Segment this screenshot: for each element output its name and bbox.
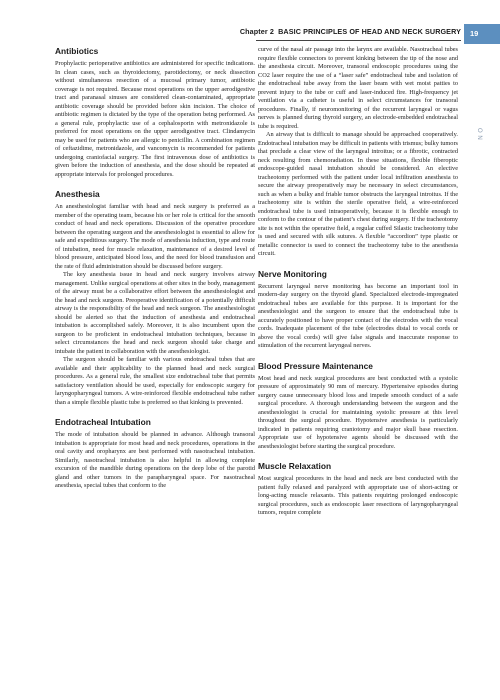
page-number-tab xyxy=(464,24,500,44)
section-antibiotics xyxy=(55,46,255,179)
section-endotracheal-intubation xyxy=(55,417,255,491)
left-column xyxy=(55,46,255,501)
paragraph: An airway that is difficult to manage should be approached cooperatively. Endotracheal intubation may be difficult in patients with trismus; bulky tumors that preclude a clear view of the laryngeal introitus; or a fibrotic, contracted neck resulting from chemoradiation. In these situations, flexible fiberoptic endoscope-guided nasal intubation should be considered. An elective tracheotomy performed with the patient under local infiltration anesthesia to secure the airway preoperatively may be necessary in select circumstances, such as when a bulky and friable tumor obstructs the laryngeal introitus. If the tracheotomy site is within the sterile operative field, a wire-reinforced endotracheal tube is used intraoperatively, because it is flexible enough to conform to the contour of the patient’s chest during surgery. If the tracheotomy site is not within the operative field, a regular cuffed Silastic tracheotomy tube is used and secured with silk sutures. A flexible “accordion” type plastic or metallic connector is used to connect the tracheotomy tube to the anesthesia circuit. xyxy=(258,131,458,257)
paragraph: Most head and neck surgical procedures are best conducted with a systolic pressure of approximately 90 mm of mercury. Hypertensive episodes during surgery cause unnecessary blood loss and impede smooth conduct of a safe surgical procedure. A thorough understanding between the surgeon and the anesthesiologist is crucial for maintaining systolic pressure at this level throughout the surgical procedure. Hypotensive anesthesia is particularly indicated in patients requiring craniotomy and major skull base resection. Appropriate use of hypotensive agents should be discussed with the anesthesiologist before starting the surgical procedure. xyxy=(258,374,458,450)
section-anesthesia xyxy=(55,189,255,407)
right-column xyxy=(258,46,458,528)
chapter-label: Chapter 2 xyxy=(239,27,274,36)
section-heading: Anesthesia xyxy=(55,189,100,199)
paragraph: Most surgical procedures in the head and neck are best conducted with the patient fully relaxed and paralyzed with appropriate use of short-acting or long-acting muscle relaxants. This patients requiring prolonged endoscopic surgical procedures, such as endoscopic laser resections of laryngopharyngeal tumors, require complete xyxy=(258,475,458,516)
section-heading: Muscle Relaxation xyxy=(258,461,332,471)
paragraph: The key anesthesia issue in head and neck surgery involves airway management. Unlike surgical operations at other sites in the body, management of the airway must be a collaborative effort between the anesthesiologist and the head and neck surgeon. Preoperative identification of a potentially difficult airway is the responsibility of the head and neck surgeon. The anesthesiologist should be alerted so that the induction of anesthesia and endotracheal intubation is accomplished safely. Moreover, it is also incumbent upon the surgeon to be proficient in endotracheal intubation techniques, because in select circumstances the head and neck surgeon should take charge and intubate the patient in collaboration with the anesthesiologist. xyxy=(55,271,255,355)
section-heading: Nerve Monitoring xyxy=(258,268,327,279)
paragraph: Recurrent laryngeal nerve monitoring has become an important tool in modern-day surgery on the thyroid gland. Specialized electrode-impregnated endotracheal tubes are available for this purpose. It is important for the anesthesiologist and the surgeon to ensure that the endotracheal tube is accurately positioned to have proper contact of the electrodes with the vocal cords. Inadequate placement of the tube (electrodes distal to vocal cords or above the vocal cords) will give false signals and inaccurate response to stimulation of the recurrent laryngeal nerves. xyxy=(258,282,458,349)
paragraph: Prophylactic perioperative antibiotics are administered for specific indications. In clean cases, such as thyroidectomy, parotidectomy, or neck dissection without simultaneous resection of a mucosal primary tumor, antibiotic coverage is not required. Because most operations on the upper aerodigestive tract and paranasal sinuses are considered clean-contaminated, appropriate antibiotic coverage should be provided before skin incision. The choice of antibiotic regimen is dictated by the type of the operation being performed. As a general rule, prophylactic use of a cephalosporin with metronidazole is preferred for most operations on the upper aerodigestive tract. Clindamycin may be used for patients who are allergic to penicillin. A combination regimen of ceftazidime, metronidazole, and vancomycin is recommended for patients undergoing craniofacial surgery. The first intravenous dose of antibiotics is given before the induction of anesthesia, and the dose should be repeated at appropriate intervals for prolonged procedures. xyxy=(55,60,255,178)
section-heading: Endotracheal Intubation xyxy=(55,417,151,427)
paragraph: curve of the nasal air passage into the larynx are available. Nasotracheal tubes require flexible connectors to prevent kinking between the tip of the nose and the anesthesia circuit. Moreover, transoral endoscopic procedures using the CO2 laser require the use of a “laser safe” endotracheal tube and isolation of the endotracheal tube away from the laser beam with wet moist patties to prevent injury to the tube or cuff and laser-induced fire. High-frequency jet ventilation via a catheter is useful in select circumstances for transoral procedures. Finally, if neuromonitoring of the recurrent laryngeal or vagus nerves is planned during thyroid surgery, an electrode-embedded endotracheal tube is required. xyxy=(258,46,458,130)
section-blood-pressure-maintenance xyxy=(258,361,458,452)
section-nerve-monitoring xyxy=(258,269,458,351)
paragraph: The mode of intubation should be planned in advance. Although transoral intubation is appropriate for most head and neck procedures, operations in the oral cavity and oropharynx are best performed with nasotracheal intubation. Similarly, nasotracheal intubation is also helpful in allowing complete excursion of the mandible during operations on the deep lobe of the parotid gland and other tumors in the parapharyngeal space. For nasotracheal anesthesia, special tubes that conform to the xyxy=(55,431,255,489)
side-section-label: O N xyxy=(476,128,482,141)
section-muscle-relaxation xyxy=(258,461,458,518)
paragraph: The surgeon should be familiar with various endotracheal tubes that are available and their applicability to the planned head and neck surgical procedures. As a general rule, the smallest size endotracheal tube that permits satisfactory ventilation should be used, especially for endoscopic surgery for laryngopharyngeal tumors. A wire-reinforced flexible endotracheal tube rather than a simple flexible plastic tube is preferred so that kinking is prevented. xyxy=(55,356,255,406)
running-header xyxy=(230,24,461,40)
section-heading: Antibiotics xyxy=(55,46,99,56)
chapter-title: BASIC PRINCIPLES OF HEAD AND NECK SURGERY xyxy=(278,27,461,36)
header-rule xyxy=(256,40,461,41)
section-heading: Blood Pressure Maintenance xyxy=(258,360,373,371)
continued-text xyxy=(258,46,458,259)
page-number: 19 xyxy=(470,29,479,38)
paragraph: An anesthesiologist familiar with head and neck surgery is preferred as a member of the operating team, because his or her role is critical for the smooth conduct of head and neck operations. Discussion of the operative procedure between the operating surgeon and the anesthesiologist is essential to allow for safe and expeditious surgery. The mode of anesthesia induction, type and route of intubation, need for muscle relaxation, maintenance of a desired level of blood pressure, anticipated blood loss, and the need for blood transfusion and the rate of fluid administration should be discussed before surgery. xyxy=(55,203,255,270)
